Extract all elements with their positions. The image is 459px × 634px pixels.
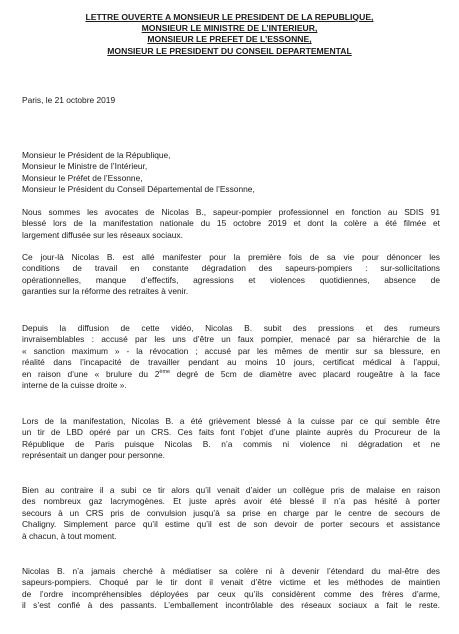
title-line: MONSIEUR LE PRESIDENT DU CONSEIL DEPARTEMENTAL — [107, 45, 352, 56]
text-line: « sanction maximum » - la révocation ; accusé par les mêmes de mentir sur sa blessure, en — [22, 345, 440, 356]
addressee-block — [22, 150, 255, 196]
text-line: largement diffusée sur les réseaux sociaux. — [22, 229, 183, 240]
text-line: interne de la cuisse droite ». — [22, 380, 127, 391]
text-line: représentait un danger pour personne. — [22, 450, 165, 461]
text-line — [22, 369, 440, 380]
text-line: garanties sur la réforme des retraites à venir. — [22, 286, 189, 297]
title-line: MONSIEUR LE MINISTRE DE L’INTERIEUR, — [141, 23, 318, 34]
text-segment: degré de 5cm de diamètre avec placard rougeâtre à la face — [170, 368, 441, 379]
addressee-line: Monsieur le Président du Conseil Départemental de l’Essonne, — [22, 184, 255, 195]
text-line: conditions de travail en constante dégradation des sapeurs-pompiers : sur-sollicitations — [22, 263, 440, 274]
text-segment: en raison d’une « brulure du 2 — [22, 368, 160, 379]
text-line: à chacun, à tout moment. — [22, 530, 117, 541]
paragraph-5 — [22, 485, 440, 542]
text-line: Bien au contraire il a subi ce tir alors qu’il venait d’aider un collègue pris de malaise en raison — [22, 485, 440, 495]
text-line: opérationnelles, manque d’effectifs, agressions et violences quotidiennes, absence de — [22, 274, 440, 285]
paragraph-1 — [22, 207, 440, 241]
text-line: Depuis la diffusion de cette vidéo, Nicolas B. subit des pressions et des rumeurs — [22, 323, 440, 333]
text-line: de l’ordre incompréhensibles déployées par ceux qu’ils considèrent comme des frères d’arme, — [22, 588, 440, 599]
text-line: Ce jour-là Nicolas B. est allé manifester pour la première fois de sa vie pour dénoncer les — [22, 252, 440, 262]
title-line: MONSIEUR LE PREFET DE L’ESSONNE, — [147, 34, 312, 45]
text-line: des nombreux gaz lacrymogènes. Et juste après avoir été blessé il n’a pas hésité à porter — [22, 496, 440, 507]
text-line: invraisemblables : accusé par les uns d’être un faux pompier, menacé par sa hiérarchie de la — [22, 334, 440, 345]
paragraph-4 — [22, 416, 440, 462]
paragraph-3 — [22, 323, 440, 391]
letter-date: Paris, le 21 octobre 2019 — [22, 95, 116, 105]
addressee-line: Monsieur le Président de la République, — [22, 150, 171, 160]
text-line: sapeurs-pompiers. Choqué par le tir dont il venait d’être victime et les méthodes de maintien — [22, 577, 440, 588]
superscript: ème — [159, 368, 171, 375]
paragraph-2 — [22, 252, 440, 298]
addressee-line: Monsieur le Préfet de l’Essonne, — [22, 172, 143, 183]
paragraph-6 — [22, 566, 440, 612]
title-line: LETTRE OUVERTE A MONSIEUR LE PRESIDENT DE LA REPUBLIQUE, — [85, 12, 374, 22]
text-line: Nous sommes les avocates de Nicolas B., sapeur-pompier professionnel en fonction au SDIS 91 — [22, 207, 440, 217]
text-line: Lors de la manifestation, Nicolas B. a été grièvement blessé à la cuisse par ce qui semble être — [22, 416, 440, 426]
text-line: Chaligny. Simplement parce qu’il estime qu’il est de son devoir de porter secours et assistance — [22, 519, 440, 530]
text-line: Nicolas B. n’a jamais cherché à médiatiser sa colère ni à devenir l’étendard du mal-être des — [22, 566, 440, 576]
text-line: blessé lors de la manifestation nationale du 15 octobre 2019 et dont la colère a été filmée et — [22, 218, 440, 229]
addressee-line: Monsieur le Ministre de l’Intérieur, — [22, 161, 148, 172]
letter-title — [40, 12, 419, 57]
text-line: secours à un CRS pris de convulsion jusqu’à sa prise en charge par le centre de secours de — [22, 507, 440, 518]
text-line: réalité dans l’incapacité de travailler pendant au moins 10 jours, certificat médical à l’appui, — [22, 357, 440, 368]
text-line: République de Paris puisque Nicolas B. n’a commis ni violence ni dégradation et ne — [22, 438, 440, 449]
text-line: un tir de LBD opéré par un CRS. Ces faits font l’objet d’une plainte auprès du Procureur de la — [22, 427, 440, 438]
text-line: il s’est confié à des passants. L’emballement incontrôlable des réseaux sociaux a fait le reste. — [22, 600, 440, 611]
